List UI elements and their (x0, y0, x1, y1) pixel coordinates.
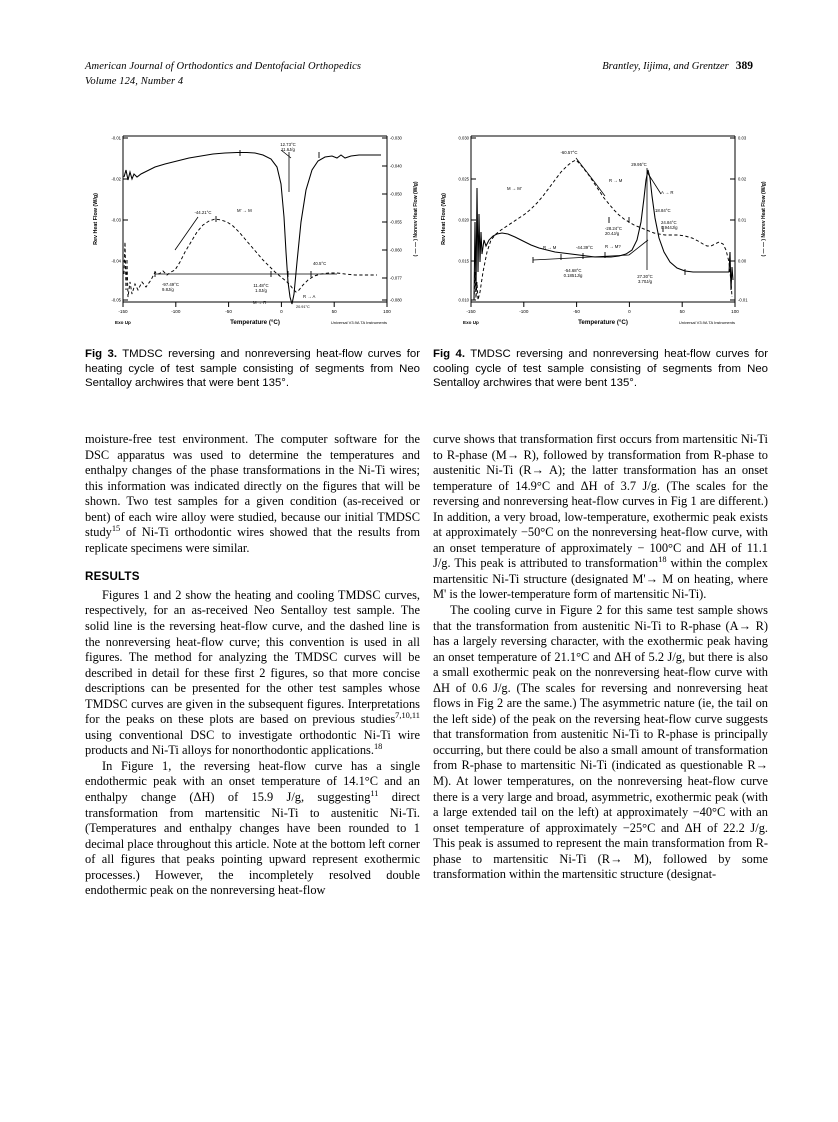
svg-text:-0.05: -0.05 (111, 297, 121, 303)
para-text: curve shows that transformation first occurs from martensitic Ni-Ti to R-phase (M (433, 432, 768, 462)
running-head-right (602, 60, 753, 72)
svg-text:-0.050: -0.050 (390, 191, 402, 197)
fig4-instrument-note: Universal V3.9A TA Instruments (678, 320, 735, 325)
figure-3-caption-label: Fig 3. (85, 348, 117, 360)
svg-text:0.02: 0.02 (738, 176, 747, 182)
fig3-ann-onset3-temp: 11.48°C (253, 283, 269, 288)
fig3-ann-m-r: M → R (253, 300, 267, 305)
fig4-ann-nonrev-onset: -28.24°C (605, 226, 623, 231)
fig4-ann-peak-temp: -60.57°C (560, 150, 578, 155)
running-head (85, 60, 753, 94)
svg-text:-100: -100 (171, 309, 181, 314)
fig4-y2label: ( — — ) Nonrev Heat Flow (W/g) (761, 181, 767, 257)
fig4-xlabel: Temperature (°C) (578, 319, 628, 326)
citation-15: 15 (111, 524, 121, 534)
svg-text:0.03: 0.03 (738, 135, 747, 141)
para-text: R) has a largely reversing character, with the exothermic peak having an onset temperature of 21.1°C and ΔH of 5.2 J/g, but there is also a small exothermic peak on the nonreversing heat-flow curve with ΔH of 0.6 J/g. (The scales for reversing and nonreversing heat flows in Fig 2 are the same.) The asymmetric nature (ie, the tail on the left side) of the peak on the reversing heat-flow curve suggests that transformation from austenitic Ni-Ti to R-phase is principally occurring, but there could be also a small amount of transformation from R-phase to martensitic Ni-Ti (indicated as questionable R (433, 618, 768, 773)
body-column-right (433, 432, 768, 883)
section-heading-results: RESULTS (85, 570, 140, 584)
fig3-ann-onset2-enth: 9.8J/g (162, 287, 174, 292)
figure-4-caption (433, 347, 768, 391)
fig4-ylabel: Rev Heat Flow (W/g) (441, 193, 447, 245)
journal-volume: Volume 124, Number 4 (85, 75, 184, 87)
fig4-ann-onset-b: 24.84°C (661, 220, 677, 225)
fig3-ann-onset2-temp: -97.49°C (162, 282, 180, 287)
svg-text:-0.060: -0.060 (390, 247, 402, 253)
citation-18: 18 (658, 555, 667, 565)
svg-text:-0.055: -0.055 (390, 219, 402, 225)
paragraph-fig1-discussion (433, 432, 768, 603)
svg-text:-0.04: -0.04 (111, 258, 121, 264)
arrow-glyph: → (645, 571, 658, 586)
figure-3-caption (85, 347, 420, 391)
fig3-xlabel: Temperature (°C) (230, 319, 280, 326)
arrow-glyph: → (755, 758, 768, 773)
svg-text:-50: -50 (573, 309, 580, 314)
para-text: R), followed by transformation from R-phase to austenitic Ni-Ti (R (433, 447, 768, 478)
fig3-ann-onset-temp: 12.73°C (280, 142, 296, 147)
figure-4 (433, 122, 773, 334)
svg-text:50: 50 (679, 309, 685, 314)
fig3-ann-r-a: R → A (303, 294, 316, 299)
svg-text:0.025: 0.025 (458, 176, 469, 182)
fig4-ann-nonrev-enth: 20.4J/g (605, 231, 620, 236)
figure-4-caption-text: TMDSC reversing and nonreversing heat-flow curves for cooling cycle of test sample consisting of segments from Neo Sentalloy archwires that were bent 135°. (433, 348, 768, 390)
para-text: In Figure 1, the reversing heat-flow curve has a single endothermic peak with an onset temperature of 14.1°C and an enthalpy change (ΔH) of 15.9 J/g, suggesting (85, 758, 420, 805)
svg-text:-100: -100 (519, 309, 529, 314)
fig4-ann-rev-peak2: -44.39°C (576, 245, 594, 250)
svg-text:-0.01: -0.01 (111, 135, 121, 141)
journal-title: American Journal of Orthodontics and Dentofacial Orthopedics (85, 61, 362, 72)
fig3-plot (85, 122, 425, 334)
figure-4-caption-label: Fig 4. (433, 348, 465, 360)
arrow-glyph: → (531, 463, 544, 478)
svg-text:-0.077: -0.077 (390, 275, 402, 281)
arrow-glyph: → (738, 618, 751, 633)
para-text: A); the latter transformation has an onset temperature of 14.9°C and ΔH of 3.7 J/g. (The scales for the reversing and nonreversing heat-flow curves in Fig 1 are different.) In addition, a very broad, low-temperature, exothermic peak exists at approximately −50°C on the nonreversing heat-flow curve, with an onset temperature of approximately − 100°C and ΔH of 11.1 J/g. This peak is attributed to transformation (433, 463, 768, 571)
svg-text:50: 50 (331, 309, 337, 314)
fig4-ann-low-onset: 27.30°C (637, 274, 653, 279)
fig4-ann-rev-peak: 29.95°C (631, 162, 647, 167)
svg-text:-150: -150 (466, 309, 476, 314)
fig4-ann-small-onset: -54.68°C (564, 268, 582, 273)
fig4-ann-a-r: A → R (661, 190, 674, 195)
para-text: moisture-free test environment. The computer software for the DSC apparatus was used to determine the temperatures and enthalpy changes of the phase transformations in the Ni-Ti wires; this information was indicated directly on the figures that will be shown. Two test samples for a given condition (as-received or bent) of each wire alloy were studied, because our initial TMDSC study (85, 432, 420, 540)
fig3-ann-end-temp: 40.5°C (313, 261, 327, 266)
fig4-ann-onset-b-enth: 0.944J/g (661, 225, 678, 230)
paragraph-results-1 (85, 588, 420, 759)
para-text-cont: direct transformation from martensitic Ni-Ti to austenitic Ni-Ti. (Temperatures and enthalpy changes have been rounded to 1 decimal place throughout this article. Note at the bottom left corner of all figures that peaks pointing upward represent exothermic processes.) However, the incompletely resolved double endothermic peak on the nonreversing heat-flow (85, 790, 420, 898)
svg-text:0.015: 0.015 (458, 258, 469, 264)
svg-text:0: 0 (628, 309, 631, 314)
svg-text:0.01: 0.01 (738, 217, 747, 223)
page-number: 389 (735, 60, 753, 72)
fig3-ylabel: Rev Heat Flow (W/g) (93, 193, 99, 245)
para-text-cont: using conventional DSC to investigate orthodontic Ni-Ti wire products and Ni-Ti alloys for nonorthodontic applications. (85, 727, 420, 758)
fig3-thermogram (85, 122, 425, 334)
fig4-plot (433, 122, 773, 334)
para-text: The cooling curve in Figure 2 for this same test sample shows that the transformation from austenitic Ni-Ti to R-phase (A (433, 603, 768, 633)
svg-text:-0.080: -0.080 (390, 297, 402, 303)
arrow-glyph: → (506, 447, 520, 462)
fig3-ann-onset3-enth: 1.0J/g (255, 288, 267, 293)
para-text: M). At lower temperatures, on the nonreversing heat-flow curve there is a very large and broad, asymmetric, exothermic peak (with a large extended tail on the left) at approximately −40°C with an onset temperature of approximately −25°C and ΔH of 22.2 J/g. This peak is assumed to represent the main transformation from R-phase to martensitic Ni-Ti (R (433, 774, 768, 866)
figure-3-caption-text: TMDSC reversing and nonreversing heat-flow curves for heating cycle of test sample consisting of segments from Neo Sentalloy archwires that were bent 135°. (85, 348, 420, 390)
svg-text:100: 100 (383, 309, 391, 314)
figure-3 (85, 122, 425, 334)
fig3-exo-note: Exo Up (115, 320, 131, 325)
para-text-cont: of Ni-Ti orthodontic wires showed that the results from replicate specimens were similar. (85, 525, 420, 555)
fig4-ann-low-enth: 3.70J/g (637, 279, 653, 284)
citation-7-10-11: 7,10,11 (395, 711, 420, 721)
fig4-thermogram (433, 122, 773, 334)
fig3-y2label: ( — — ) Nonrev Heat Flow (W/g) (413, 181, 419, 257)
fig4-ann-m-mprime: M → M' (507, 186, 522, 191)
svg-text:-0.02: -0.02 (111, 176, 121, 182)
svg-text:-0.040: -0.040 (390, 163, 402, 169)
citation-18: 18 (373, 742, 383, 752)
svg-text:0.010: 0.010 (458, 297, 469, 303)
svg-text:-150: -150 (118, 309, 128, 314)
para-text: M), followed by some transformation within the martensitic structure (designat- (433, 851, 768, 882)
para-text: M on heating, where M' is the lower-temperature form of martensitic Ni-Ti). (433, 571, 768, 602)
svg-text:0.00: 0.00 (738, 258, 747, 264)
paragraph-results-2 (85, 759, 420, 899)
body-column-left (85, 432, 420, 899)
fig3-ann-low-temp: 20.91°C (296, 305, 310, 309)
fig4-ann-r-m2: R → M (543, 245, 557, 250)
fig3-ann-onset-enth: 11.6J/g (281, 147, 295, 152)
fig4-ann-small-enth: 0.1851J/g (563, 273, 583, 278)
para-text: within the complex martensitic Ni-Ti structure (designated M' (433, 556, 769, 586)
journal-title-block (85, 60, 361, 89)
fig3-ann-mprime-m: M' → M (237, 208, 252, 213)
svg-text:-50: -50 (225, 309, 232, 314)
fig4-exo-note: Exo Up (463, 320, 479, 325)
paragraph-fig2-discussion (433, 603, 768, 883)
svg-text:0.030: 0.030 (458, 135, 469, 141)
svg-text:-0.01: -0.01 (738, 297, 748, 303)
svg-text:0.020: 0.020 (458, 217, 469, 223)
fig3-instrument-note: Universal V3.9A TA Instruments (330, 320, 387, 325)
arrow-glyph: → (610, 851, 623, 866)
svg-text:0: 0 (280, 309, 283, 314)
svg-text:100: 100 (731, 309, 739, 314)
para-text: Figures 1 and 2 show the heating and cooling TMDSC curves, respectively, for an as-received Neo Sentalloy test sample. The solid line is the reversing heat-flow curve, and the dashed line is the nonreversing heat-flow curve; this convention is used in all figures. The method for analyzing the TMDSC curves will be described in detail for these first 2 figures, so that more concise descriptions can be presented for the other test samples whose TMDSC curves are given in the subsequent figures. Interpretations for the peaks on these plots are based on previous studies (85, 587, 420, 727)
fig4-ann-onset-a: 18.84°C (655, 208, 671, 213)
citation-11: 11 (370, 788, 379, 798)
fig4-ann-r-m: R → M (609, 178, 623, 183)
fig4-nonreversing-curve (474, 160, 732, 300)
fig4-ann-r-m-q: R → M? (605, 244, 621, 249)
paragraph-methods (85, 432, 420, 556)
fig3-ann-peak-temp: -44.21°C (194, 210, 212, 215)
svg-text:-0.03: -0.03 (111, 217, 121, 223)
svg-text:-0.030: -0.030 (390, 135, 402, 141)
author-names: Brantley, Iijima, and Grentzer (602, 61, 729, 72)
